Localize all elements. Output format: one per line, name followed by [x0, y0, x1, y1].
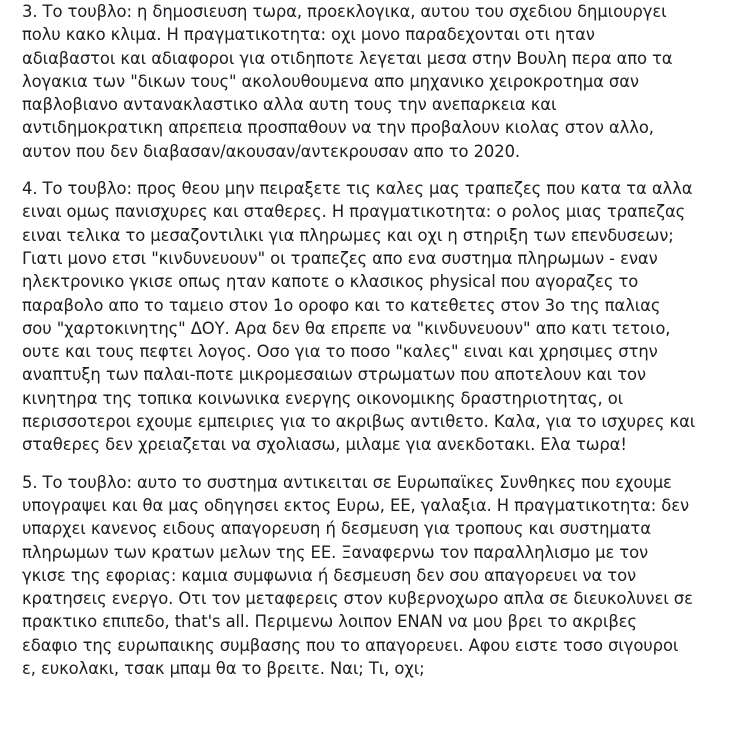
post-line: 4. Το τουβλο: προς θεου μην πειραξετε τις καλες μας τραπεζες που κατα τα αλλα [22, 179, 693, 199]
post-line: αντιδημοκρατικη απρεπεια προσπαθουν να την προβαλουν κιολας στον αλλο, [22, 118, 654, 138]
post-line: 5. Το τουβλο: αυτο το συστημα αντικειται σε Ευρωπαϊκες Συνθηκες που εχουμε [22, 472, 672, 492]
post-line: περισσοτεροι εχουμε εμπειριες για το ακριβως αντιθετο. Καλα, για το ισχυρες και [22, 412, 696, 432]
post-line: ειναι ομως πανισχυρες και σταθερες. Η πραγματικοτητα: ο ρολος μιας τραπεζας [22, 202, 686, 222]
post-line: σου "χαρτοκινητης" ΔΟΥ. Αρα δεν θα επρεπε να "κινδυνευουν" απο κατι τετοιο, [22, 318, 671, 338]
post-line: αδιαβαστοι και αδιαφοροι για οτιδηποτε λεγεται μεσα στην Βουλη περα απο τα [22, 48, 673, 68]
paragraph-point-4 [22, 177, 738, 457]
post-line: ουτε και τους πεφτει λογος. Οσο για το ποσο "καλες" ειναι και χρησιμες στην [22, 342, 658, 362]
post-line: παβλοβιανο αντανακλαστικο αλλα αυτη τους την ανεπαρκεια και [22, 95, 557, 115]
post-line: υπογραψει και θα μας οδηγησει εκτος Ευρω, ΕΕ, γαλαξια. Η πραγματικοτητα: δεν [22, 495, 690, 515]
post-line: Γιατι μονο ετσι "κινδυνευουν" οι τραπεζες απο ενα συστημα πληρωμων - εναν [22, 248, 658, 268]
post-body [22, 0, 738, 729]
post-line: ηλεκτρονικο γκισε οπως ηταν καποτε ο κλασικος physical που αγοραζες το [22, 272, 639, 292]
post-line: σταθερες δεν χρειαζεται να σχολιασω, μιλαμε για ανεκδοτακι. Ελα τωρα! [22, 435, 627, 455]
post-line: πολυ κακο κλιμα. Η πραγματικοτητα: οχι μονο παραδεχονται οτι ηταν [22, 25, 595, 45]
post-line: πρακτικο επιπεδο, that's all. Περιμενω λοιπον ΕΝΑΝ να μου βρει το ακριβες [22, 612, 637, 632]
post-line: ειναι τελικα το μεσαζοντιλικι για πληρωμες και οχι η στηριξη των επενδυσεων; [22, 225, 674, 245]
post-line: αναπτυξη των παλαι-ποτε μικρομεσαιων στρωματων που αποτελουν και τον [22, 365, 646, 385]
post-line: γκισε της εφοριας: καμια συμφωνια ή δεσμευση δεν σου απαγορευει να τον [22, 565, 637, 585]
post-line: 3. Το τουβλο: η δημοσιευση τωρα, προεκλογικα, αυτου του σχεδιου δημιουργει [22, 2, 667, 21]
post-line: παραβολο απο το ταμειο στον 1ο οροφο και το κατεθετες στον 3ο της παλιας [22, 295, 661, 315]
post-line: αυτον που δεν διαβασαν/ακουσαν/αντεκρουσαν απο το 2020. [22, 141, 521, 161]
post-line: λογακια των "δικων τους" ακολουθουμενα απο μηχανικο χειροκροτημα σαν [22, 71, 639, 91]
post-line: κρατησεις ενεργο. Οτι τον μεταφερεις στον κυβερνοχωρο απλα σε διευκολυνει σε [22, 589, 693, 609]
post-line: ε, ευκολακι, τσακ μπαμ θα το βρειτε. Ναι; Τι, οχι; [22, 659, 425, 679]
post-line: υπαρχει κανενος ειδους απαγορευση ή δεσμευση για τροπους και συστηματα [22, 519, 651, 539]
paragraph-point-5 [22, 471, 738, 681]
post-line: εδαφιο της ευρωπαικης συμβασης που το απαγορευει. Αφου ειστε τοσο σιγουροι [22, 635, 679, 655]
post-line: κινητηρα της τοπικα κοινωνικα ενεργης οικονομικης δραστηριοτητας, οι [22, 388, 624, 408]
post-line: πληρωμων των κρατων μελων της ΕΕ. Ξαναφερνω τον παραλληλισμο με τον [22, 542, 649, 562]
paragraph-point-3 [22, 0, 738, 163]
